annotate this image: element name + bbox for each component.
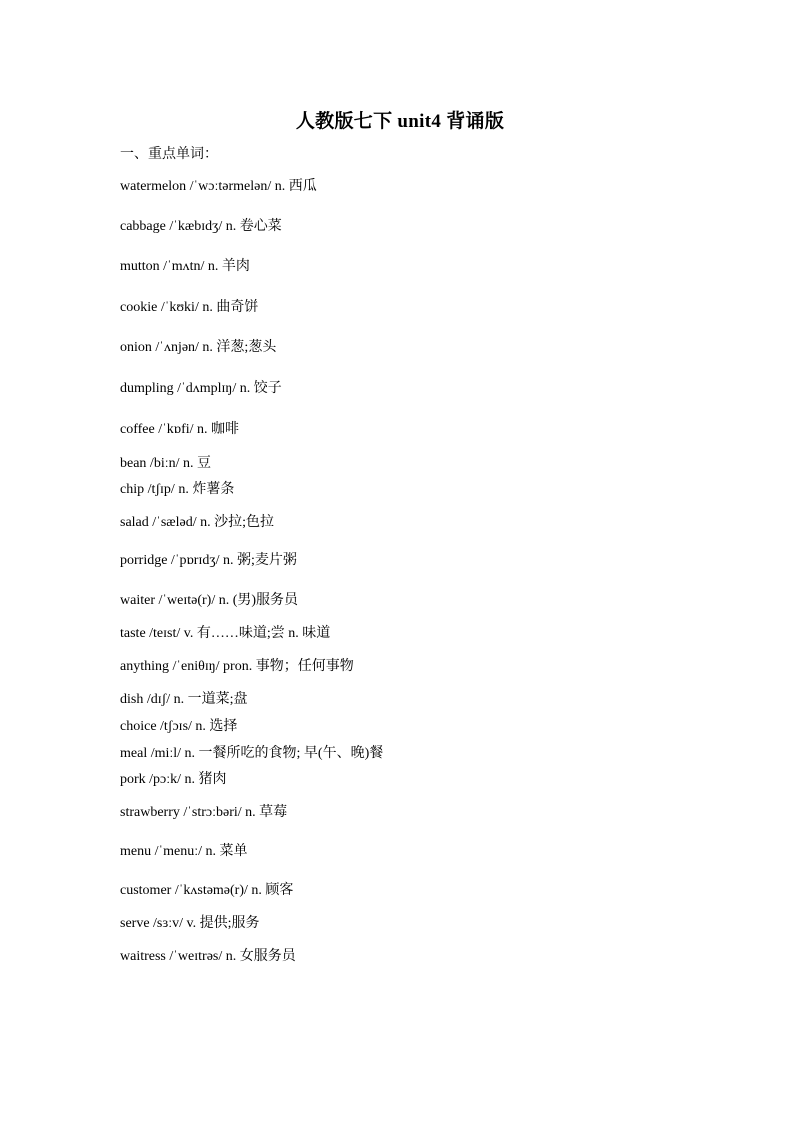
- vocab-item-anything: anything /ˈeniθɪŋ/ pron. 事物；任何事物: [120, 659, 354, 674]
- vocab-item-dumpling: dumpling /ˈdʌmplɪŋ/ n. 饺子: [120, 381, 282, 396]
- vocab-item-chip: chip /tʃɪp/ n. 炸薯条: [120, 482, 235, 497]
- vocab-item-waitress: waitress /ˈweɪtrəs/ n. 女服务员: [120, 949, 296, 964]
- section-heading: 一、重点单词：: [120, 147, 218, 162]
- vocab-item-onion: onion /ˈʌnjən/ n. 洋葱;葱头: [120, 340, 277, 355]
- vocab-item-salad: salad /ˈsæləd/ n. 沙拉;色拉: [120, 515, 274, 530]
- vocab-item-taste: taste /teɪst/ v. 有……味道;尝 n. 味道: [120, 626, 331, 641]
- vocab-item-meal: meal /miːl/ n. 一餐所吃的食物; 早(午、晚)餐: [120, 746, 384, 761]
- vocab-item-cookie: cookie /ˈkʊki/ n. 曲奇饼: [120, 300, 259, 315]
- vocab-item-waiter: waiter /ˈweɪtə(r)/ n. (男)服务员: [120, 593, 299, 608]
- vocab-item-cabbage: cabbage /ˈkæbɪdʒ/ n. 卷心菜: [120, 219, 282, 234]
- vocab-item-bean: bean /biːn/ n. 豆: [120, 456, 211, 471]
- vocab-item-customer: customer /ˈkʌstəmə(r)/ n. 顾客: [120, 883, 294, 898]
- vocab-item-mutton: mutton /ˈmʌtn/ n. 羊肉: [120, 259, 250, 274]
- vocab-item-strawberry: strawberry /ˈstrɔːbəri/ n. 草莓: [120, 805, 288, 820]
- vocab-item-menu: menu /ˈmenuː/ n. 菜单: [120, 844, 248, 859]
- page-title: 人教版七下 unit4 背诵版: [295, 111, 505, 132]
- vocab-item-coffee: coffee /ˈkɒfi/ n. 咖啡: [120, 422, 240, 437]
- vocab-item-choice: choice /tʃɔɪs/ n. 选择: [120, 719, 238, 734]
- vocab-item-watermelon: watermelon /ˈwɔːtərmelən/ n. 西瓜: [120, 179, 317, 194]
- vocab-item-porridge: porridge /ˈpɒrɪdʒ/ n. 粥;麦片粥: [120, 553, 297, 568]
- vocab-item-serve: serve /sɜːv/ v. 提供;服务: [120, 916, 260, 931]
- vocab-item-pork: pork /pɔːk/ n. 猪肉: [120, 772, 227, 787]
- vocab-item-dish: dish /dɪʃ/ n. 一道菜;盘: [120, 692, 248, 707]
